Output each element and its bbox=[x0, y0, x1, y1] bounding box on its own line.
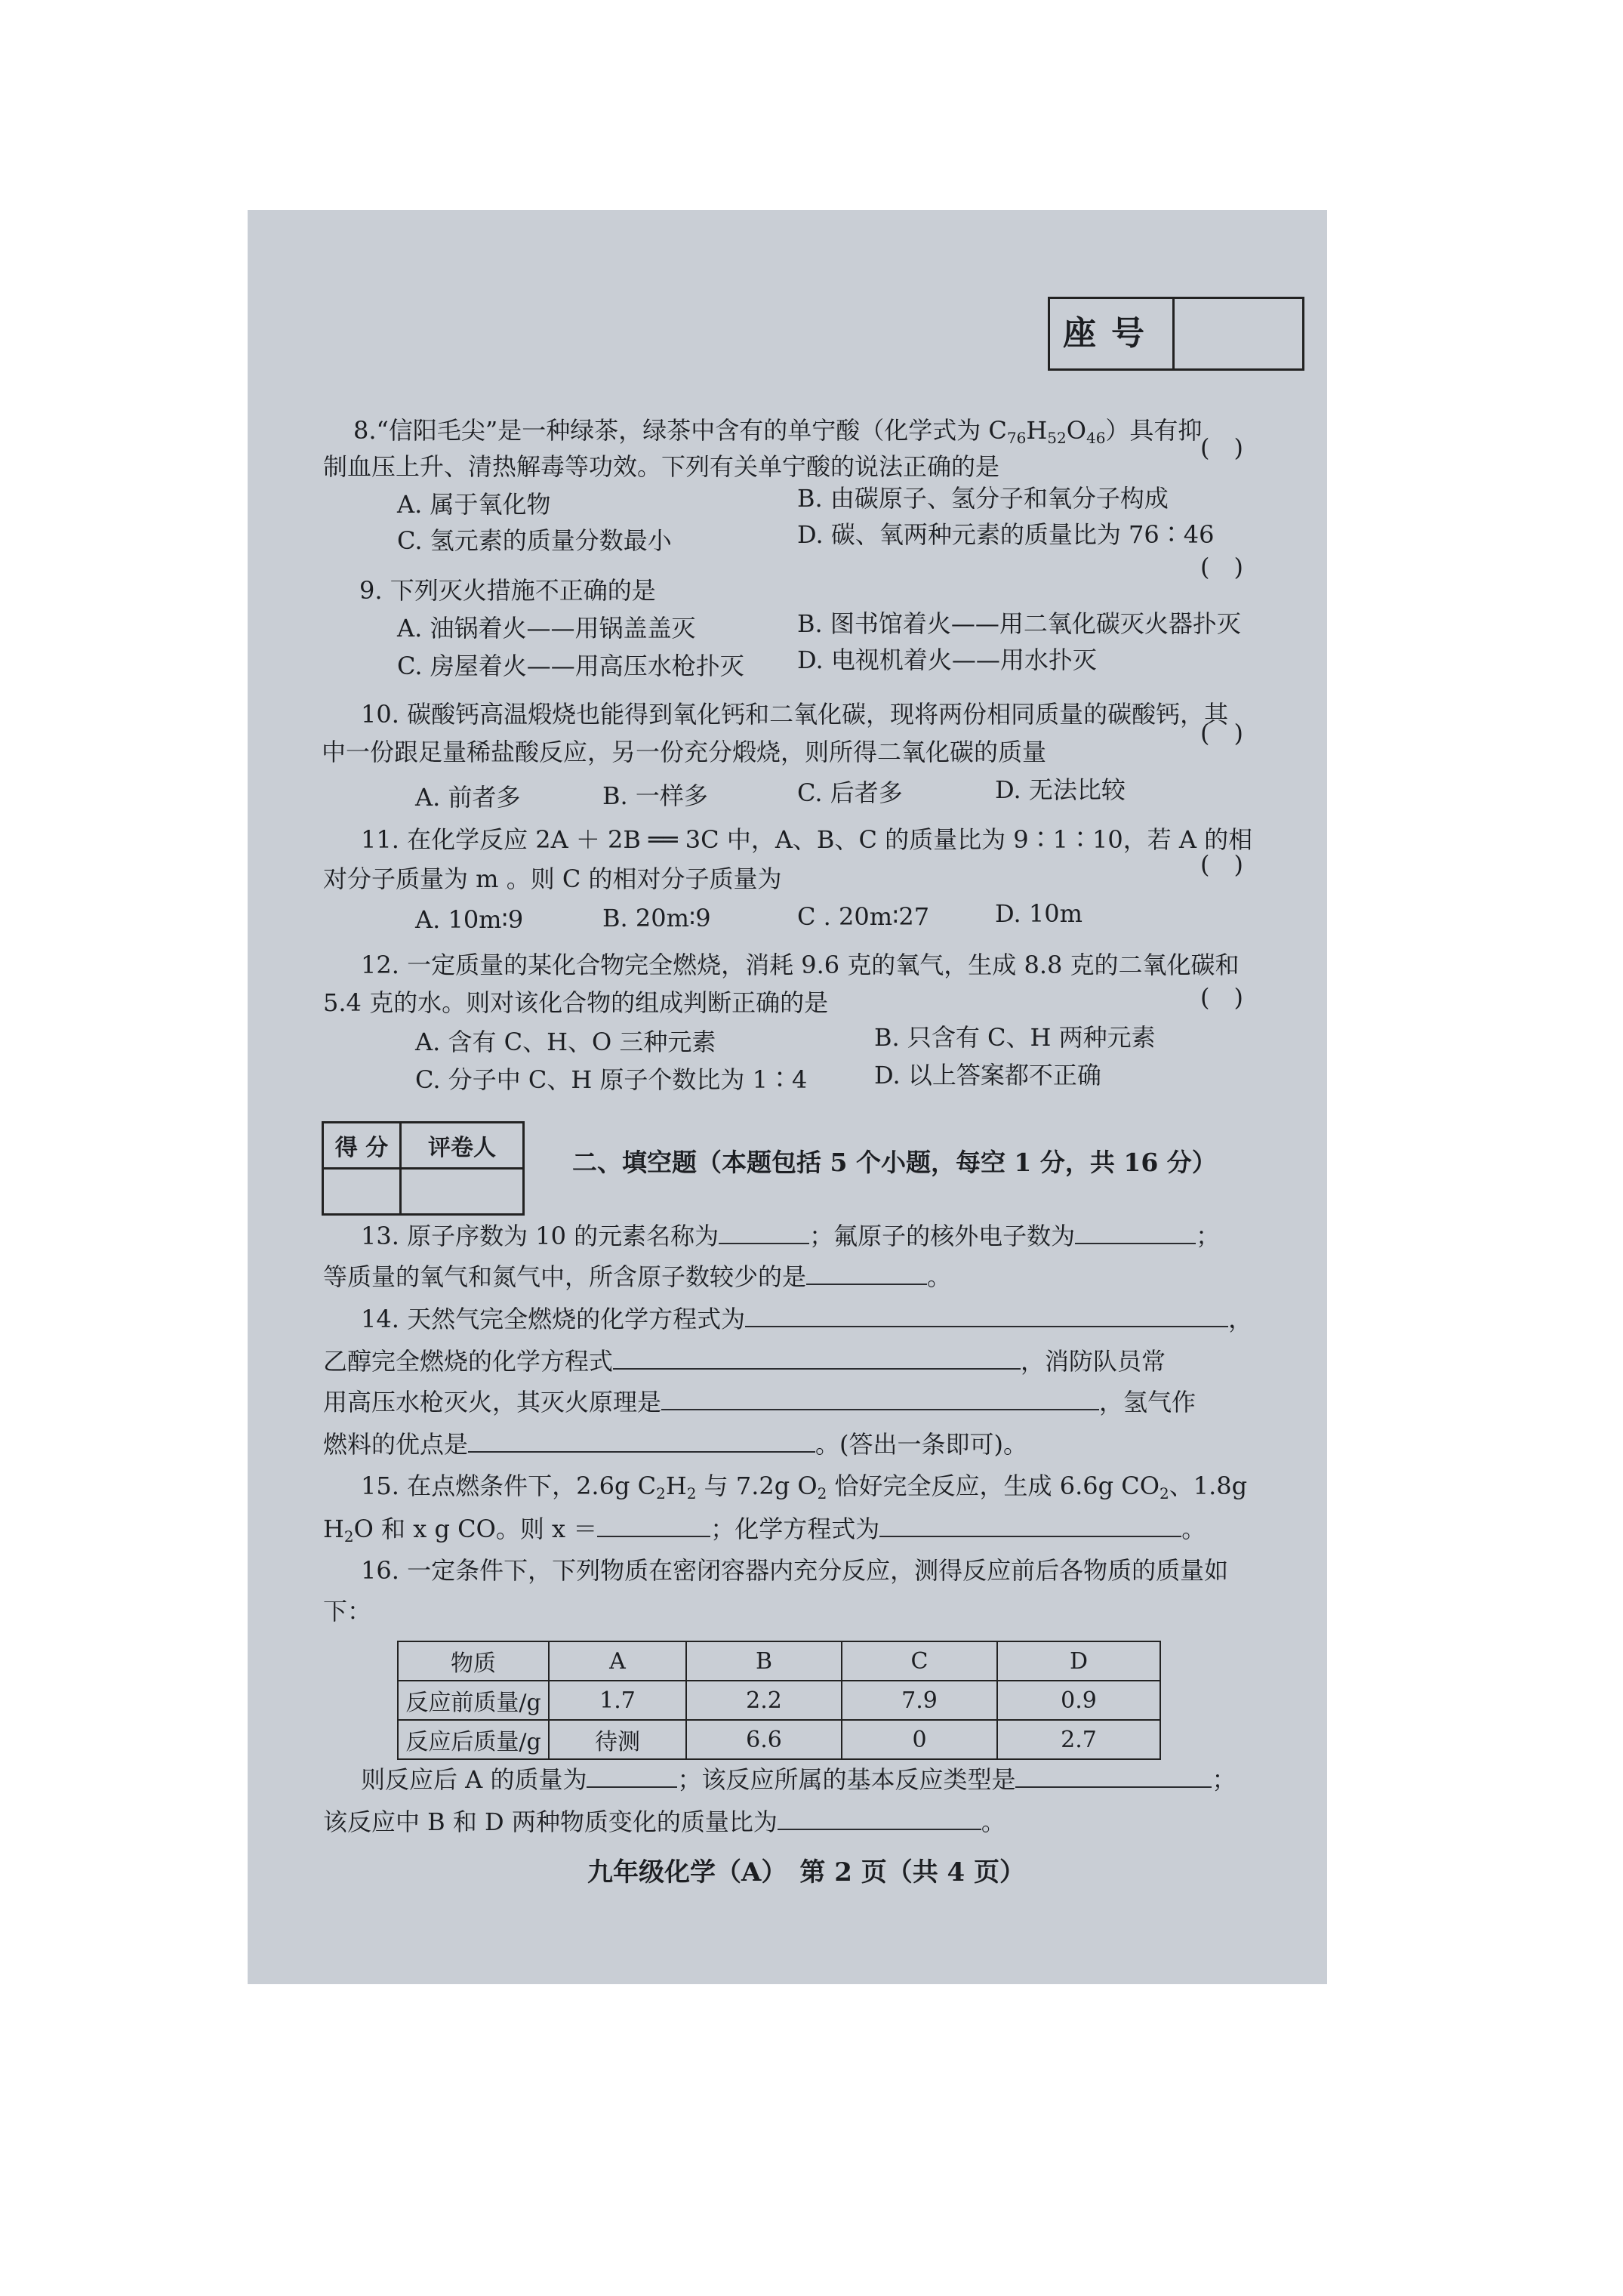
q10-option-d: D. 无法比较 bbox=[995, 775, 1126, 804]
q14-blank-2[interactable] bbox=[613, 1345, 1021, 1370]
section-2-title: 二、填空题（本题包括 5 个小题，每空 1 分，共 16 分） bbox=[572, 1148, 1217, 1177]
q10-stem-line1: 10. 碳酸钙高温煅烧也能得到氧化钙和二氧化碳，现将两份相同质量的碳酸钙，其 bbox=[361, 700, 1229, 729]
q12-stem-line1: 12. 一定质量的某化合物完全燃烧，消耗 9.6 克的氧气，生成 8.8 克的二氧化碳和 bbox=[361, 951, 1240, 979]
exam-page bbox=[248, 210, 1327, 1984]
q12-option-c: C. 分子中 C、H 原子个数比为 1∶4 bbox=[415, 1065, 808, 1094]
table-cell: 0.9 bbox=[997, 1681, 1160, 1720]
seat-label: 座号 bbox=[1050, 299, 1175, 368]
table-cell: 反应后质量/g bbox=[398, 1720, 549, 1759]
q13-blank-1[interactable] bbox=[719, 1220, 809, 1244]
q12-answer-paren[interactable]: ( ) bbox=[1200, 983, 1243, 1012]
q10-option-c: C. 后者多 bbox=[797, 778, 903, 807]
q13-line1: 13. 原子序数为 10 的元素名称为 ；氟原子的核外电子数为 ； bbox=[361, 1222, 1221, 1250]
q16-blank-3[interactable] bbox=[778, 1806, 981, 1830]
table-row bbox=[398, 1681, 1160, 1720]
q14-blank-3[interactable] bbox=[661, 1386, 1099, 1410]
table-header-cell: C bbox=[842, 1641, 997, 1681]
mass-table bbox=[397, 1641, 1161, 1760]
q11-option-b: B. 20m∶9 bbox=[602, 904, 711, 932]
q15-blank-equation[interactable] bbox=[879, 1513, 1181, 1537]
q8-stem-line1: 8.“信阳毛尖”是一种绿茶，绿茶中含有的单宁酸（化学式为 $C_{76}H_{52}O_{46}$）具有抑 bbox=[353, 416, 1203, 447]
table-cell: 1.7 bbox=[549, 1681, 686, 1720]
q9-option-b: B. 图书馆着火——用二氧化碳灭火器扑灭 bbox=[797, 609, 1241, 638]
q15-line1: 15. 在点燃条件下，2.6g $C_2H_2$ 与 7.2g $O_2$ 恰好完全反应，生成 6.6g $CO_2$、1.8g bbox=[361, 1472, 1248, 1502]
q13-blank-3[interactable] bbox=[806, 1261, 927, 1285]
page-footer: 九年级化学（A） 第 2 页（共 4 页） bbox=[587, 1857, 1026, 1888]
table-cell: 6.6 bbox=[686, 1720, 842, 1759]
q16-stem-line1: 16. 一定条件下，下列物质在密闭容器内充分反应，测得反应前后各物质的质量如 bbox=[361, 1556, 1229, 1585]
seat-number-box bbox=[1048, 297, 1304, 371]
q8-option-d: D. 碳、氧两种元素的质量比为 76∶46 bbox=[797, 520, 1215, 549]
score-header: 得 分 bbox=[323, 1123, 401, 1169]
q9-option-c: C. 房屋着火——用高压水枪扑灭 bbox=[397, 652, 744, 680]
table-header-cell: 物质 bbox=[398, 1641, 549, 1681]
q11-answer-paren[interactable]: ( ) bbox=[1200, 850, 1243, 879]
q9-answer-paren[interactable]: ( ) bbox=[1200, 553, 1243, 581]
q11-option-a: A. 10m∶9 bbox=[415, 905, 524, 934]
q16-blank-2[interactable] bbox=[1015, 1764, 1212, 1788]
table-cell: 0 bbox=[842, 1720, 997, 1759]
table-cell: 反应前质量/g bbox=[398, 1681, 549, 1720]
table-row bbox=[398, 1720, 1160, 1759]
q10-option-b: B. 一样多 bbox=[602, 781, 708, 810]
q16-line3: 则反应后 A 的质量为 ；该反应所属的基本反应类型是 ； bbox=[361, 1765, 1236, 1794]
q10-answer-paren[interactable]: ( ) bbox=[1200, 719, 1243, 747]
table-cell: 2.7 bbox=[997, 1720, 1160, 1759]
score-box bbox=[322, 1121, 525, 1216]
q14-line3: 用高压水枪灭火，其灭火原理是 ，氢气作 bbox=[323, 1388, 1196, 1416]
q16-blank-1[interactable] bbox=[587, 1764, 677, 1788]
q14-blank-1[interactable] bbox=[745, 1303, 1228, 1327]
q16-stem-line2: 下： bbox=[323, 1597, 372, 1626]
q14-line2: 乙醇完全燃烧的化学方程式 ，消防队员常 bbox=[323, 1347, 1166, 1376]
q13-line2: 等质量的氧气和氮气中，所含原子数较少的是 。 bbox=[323, 1262, 952, 1291]
q10-stem-line2: 中一份跟足量稀盐酸反应，另一份充分煅烧，则所得二氧化碳的质量 bbox=[322, 738, 1047, 766]
grader-cell[interactable] bbox=[401, 1169, 524, 1215]
q12-option-d: D. 以上答案都不正确 bbox=[874, 1061, 1101, 1089]
q11-option-d: D. 10m bbox=[995, 899, 1083, 928]
score-cell[interactable] bbox=[323, 1169, 401, 1215]
q11-stem-line2: 对分子质量为 m 。则 C 的相对分子质量为 bbox=[323, 864, 782, 893]
q14-line4: 燃料的优点是 。(答出一条即可)。 bbox=[323, 1430, 1027, 1459]
q13-blank-2[interactable] bbox=[1075, 1220, 1196, 1244]
table-cell: 7.9 bbox=[842, 1681, 997, 1720]
q15-line2: $H_2O$ 和 x g CO。则 x ＝ ；化学方程式为 。 bbox=[323, 1515, 1206, 1546]
q12-option-b: B. 只含有 C、H 两种元素 bbox=[874, 1023, 1156, 1052]
grader-header: 评卷人 bbox=[401, 1123, 524, 1169]
q14-blank-4[interactable] bbox=[468, 1428, 815, 1453]
table-header-cell: B bbox=[686, 1641, 842, 1681]
q8-stem-line2: 制血压上升、清热解毒等功效。下列有关单宁酸的说法正确的是 bbox=[323, 452, 1000, 481]
q8-option-b: B. 由碳原子、氢分子和氧分子构成 bbox=[797, 484, 1169, 513]
table-header-cell: A bbox=[549, 1641, 686, 1681]
q12-stem-line2: 5.4 克的水。则对该化合物的组成判断正确的是 bbox=[323, 988, 829, 1017]
q9-stem: 9. 下列灭火措施不正确的是 bbox=[359, 576, 656, 605]
q8-option-c: C. 氢元素的质量分数最小 bbox=[397, 526, 672, 555]
table-cell: 2.2 bbox=[686, 1681, 842, 1720]
q8-answer-paren[interactable]: ( ) bbox=[1200, 433, 1243, 462]
q16-line4: 该反应中 B 和 D 两种物质变化的质量比为 。 bbox=[323, 1808, 1006, 1836]
q11-option-c: C . 20m∶27 bbox=[797, 902, 930, 931]
q9-option-a: A. 油锅着火——用锅盖盖灭 bbox=[397, 614, 696, 643]
mass-table-header bbox=[398, 1641, 1160, 1681]
q8-option-a: A. 属于氧化物 bbox=[397, 490, 551, 519]
table-cell: 待测 bbox=[549, 1720, 686, 1759]
q15-blank-x[interactable] bbox=[597, 1513, 710, 1537]
table-header-cell: D bbox=[997, 1641, 1160, 1681]
q12-option-a: A. 含有 C、H、O 三种元素 bbox=[415, 1028, 716, 1056]
q11-stem-line1: 11. 在化学反应 2A ＋ 2B ══ 3C 中，A、B、C 的质量比为 9∶1∶10，若 A 的相 bbox=[361, 825, 1253, 854]
q14-line1: 14. 天然气完全燃烧的化学方程式为 ， bbox=[361, 1305, 1253, 1333]
q9-option-d: D. 电视机着火——用水扑灭 bbox=[797, 646, 1097, 674]
q10-option-a: A. 前者多 bbox=[415, 783, 521, 812]
